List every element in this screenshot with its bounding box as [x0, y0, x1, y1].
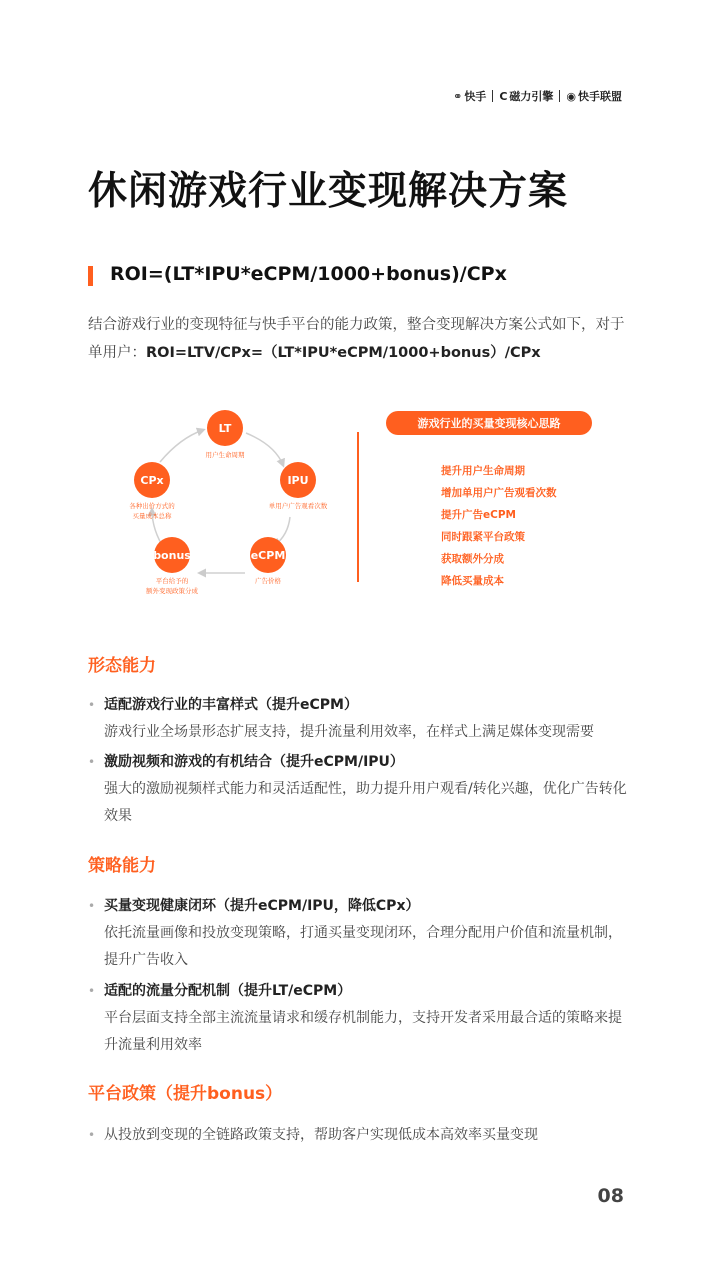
node-lt: LT	[207, 410, 243, 446]
bullet-icon: •	[88, 698, 96, 712]
node-ecpm: eCPM	[250, 537, 286, 573]
kuaishou-logo-icon: ⚭	[453, 89, 463, 103]
logo-divider	[492, 90, 493, 102]
list-item	[88, 978, 628, 1059]
core-idea-item: 增加单用户广告观看次数	[441, 487, 557, 499]
intro-paragraph	[88, 311, 628, 367]
item-description: 强大的激励视频样式能力和灵活适配性，助力提升用户观看/转化兴趣，优化广告转化效果	[104, 781, 627, 824]
item-description: 游戏行业全场景形态扩展支持，提升流量利用效率，在样式上满足媒体变现需要	[104, 724, 594, 740]
core-idea-item: 获取额外分成	[441, 553, 504, 565]
cili-logo-icon: C	[499, 89, 508, 103]
core-idea-item: 降低买量成本	[441, 575, 504, 587]
item-description: 平台层面支持全部主流流量请求和缓存机制能力，支持开发者采用最合适的策略来提升流量利用效率	[104, 1010, 622, 1053]
node-cpx: CPx	[134, 462, 170, 498]
logo-kuaishou: 快手	[464, 90, 487, 103]
lianmeng-logo-icon: ◉	[566, 89, 576, 103]
caption-ipu: 单用户广告观看次数	[268, 502, 328, 510]
page-number: 08	[597, 1185, 624, 1207]
intro-text: 结合游戏行业的变现特征与快手平台的能力政策，整合变现解决方案公式如下，对于单用户：	[88, 317, 625, 361]
logo-divider	[559, 90, 560, 102]
caption-cpx: 各种出价方式的 买量成本总称	[129, 502, 175, 520]
core-idea-title: 游戏行业的买量变现核心思路	[386, 411, 592, 435]
list-item	[88, 692, 628, 746]
item-heading: 激励视频和游戏的有机结合（提升eCPM/IPU）	[104, 754, 404, 770]
bullet-icon: •	[88, 1128, 96, 1142]
logo-lianmeng: 快手联盟	[578, 90, 622, 103]
header-logos	[453, 88, 622, 104]
logo-cili: 磁力引擎	[509, 90, 554, 103]
core-idea-list	[441, 460, 557, 592]
core-idea-item: 提升用户生命周期	[441, 465, 525, 477]
bullet-icon: •	[88, 755, 96, 769]
list-item	[88, 1122, 628, 1149]
caption-ecpm: 广告价格	[255, 577, 281, 585]
roi-cycle-diagram	[100, 400, 350, 615]
section-title-strategy: 策略能力	[88, 856, 156, 876]
page-title: 休闲游戏行业变现解决方案	[88, 169, 569, 214]
formula-heading: ROI=(LT*IPU*eCPM/1000+bonus)/CPx	[110, 263, 507, 285]
heading-accent-bar	[88, 266, 93, 286]
diagram-divider	[357, 432, 359, 582]
caption-bonus: 平台给予的 额外变现政策分成	[146, 577, 198, 595]
node-bonus: bonus	[154, 537, 190, 573]
section-title-form: 形态能力	[88, 656, 156, 676]
list-item	[88, 893, 628, 974]
item-description: 从投放到变现的全链路政策支持，帮助客户实现低成本高效率买量变现	[104, 1127, 538, 1143]
item-heading: 适配的流量分配机制（提升LT/eCPM）	[104, 983, 352, 999]
bullet-icon: •	[88, 899, 96, 913]
core-idea-item: 同时跟紧平台政策	[441, 531, 525, 543]
item-description: 依托流量画像和投放变现策略，打通买量变现闭环，合理分配用户价值和流量机制，提升广告收入	[104, 925, 622, 968]
node-ipu: IPU	[280, 462, 316, 498]
item-heading: 适配游戏行业的丰富样式（提升eCPM）	[104, 697, 358, 713]
item-heading: 买量变现健康闭环（提升eCPM/IPU，降低CPx）	[104, 898, 420, 914]
bullet-icon: •	[88, 984, 96, 998]
intro-formula: ROI=LTV/CPx=（LT*IPU*eCPM/1000+bonus）/CPx	[146, 345, 541, 361]
list-item	[88, 749, 628, 830]
caption-lt: 用户生命周期	[205, 451, 245, 459]
core-idea-item: 提升广告eCPM	[441, 509, 516, 521]
section-title-policy: 平台政策（提升bonus）	[88, 1084, 283, 1104]
